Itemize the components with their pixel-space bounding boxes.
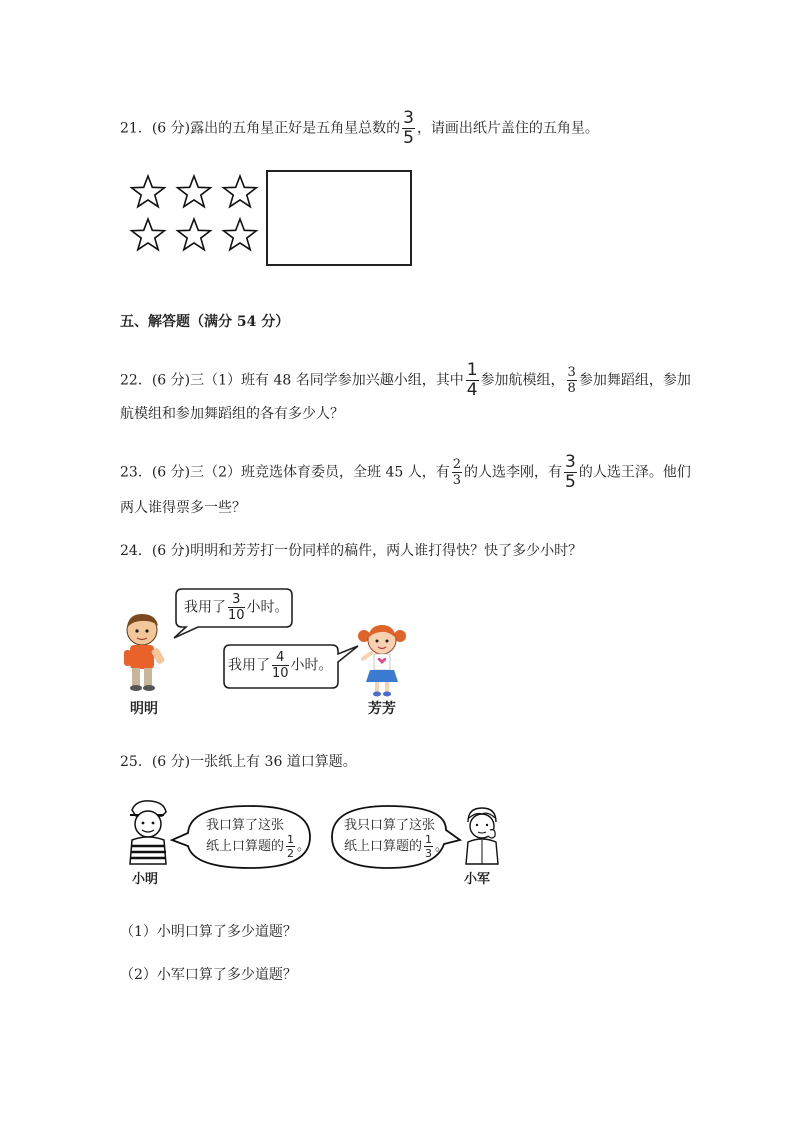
q22-text: 22．(6 分)三（1）班有 48 名同学参加兴趣小组，其中 $\frac{1}{4}$ 参加航模组， $\frac{3}{8}$ 参加舞蹈组，参加 xyxy=(120,360,691,400)
name-mingming: 明明 xyxy=(130,701,158,717)
fraction: $\frac{3}{8}$ xyxy=(567,365,576,396)
q24-text: 24．(6 分)明明和芳芳打一份同样的稿件，两人谁打得快？快了多少小时？ xyxy=(120,543,583,559)
q22-text-line2: 航模组和参加舞蹈组的各有多少人？ xyxy=(120,406,344,422)
name-xiaojun: 小军 xyxy=(464,872,491,887)
fraction: $\frac{1}{4}$ xyxy=(466,360,478,400)
fraction: $\frac{1}{3}$ xyxy=(425,833,433,860)
bubble-1-text: 我用了 $\frac{3}{10}$ 小时。 xyxy=(184,592,289,623)
bubble-2-text: 我用了 $\frac{4}{10}$ 小时。 xyxy=(228,650,333,681)
section-title: 五、解答题（满分 54 分） xyxy=(120,314,290,330)
bubble-4-text: 我只口算了这张 纸上口算题的 $\frac{1}{3}$ 。 xyxy=(344,818,449,860)
name-xiaoming: 小明 xyxy=(132,872,159,887)
boy-xiaojun-figure xyxy=(460,806,504,866)
fraction: $\frac{2}{3}$ xyxy=(452,457,461,488)
q25-sub1: （1）小明口算了多少道题？ xyxy=(120,924,297,940)
fraction: $\frac{3}{10}$ xyxy=(228,592,245,623)
star-icon xyxy=(224,176,257,207)
star-icon xyxy=(178,176,211,207)
star-icon xyxy=(224,219,257,250)
q23-text-line2: 两人谁得票多一些？ xyxy=(120,500,246,516)
q25-text: 25．(6 分)一张纸上有 36 道口算题。 xyxy=(120,754,357,770)
fraction: $\frac{1}{2}$ xyxy=(287,833,295,860)
fraction: $\frac{3}{5}$ xyxy=(565,452,576,492)
star-icon xyxy=(178,219,211,250)
star-icon xyxy=(132,176,165,207)
q21-text xyxy=(120,110,599,147)
q21-fraction: $\frac{3}{5}$ xyxy=(403,108,414,148)
name-fangfang: 芳芳 xyxy=(368,701,396,717)
girl-fangfang-figure xyxy=(352,620,412,698)
paper-cover-box xyxy=(266,170,412,266)
bubble-3-text: 我口算了这张 纸上口算题的 $\frac{1}{2}$ 。 xyxy=(206,818,311,860)
q23-text: 23．(6 分)三（2）班竞选体育委员，全班 45 人，有 $\frac{2}{3}$ 的人选李刚，有 $\frac{3}{5}$ 的人选王泽。他们 xyxy=(120,452,691,492)
boy-mingming-figure xyxy=(118,608,174,694)
q21-prefix: 21．(6 分)露出的五角星正好是五角星总数的 xyxy=(120,120,401,137)
stars-figure xyxy=(128,172,268,262)
q25-sub2: （2）小军口算了多少道题？ xyxy=(120,967,297,983)
fraction: $\frac{4}{10}$ xyxy=(272,650,289,681)
star-icon xyxy=(132,219,165,250)
q21-suffix: ，请画出纸片盖住的五角星。 xyxy=(416,120,599,137)
